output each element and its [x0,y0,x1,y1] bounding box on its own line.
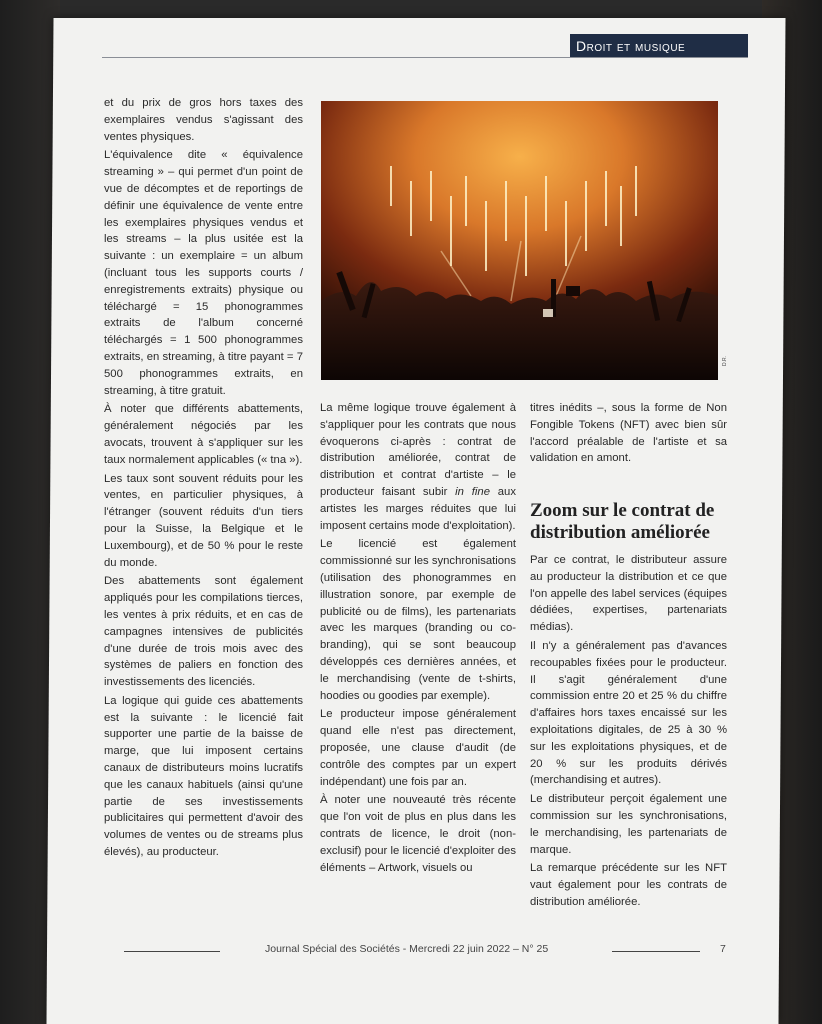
col1-paragraph: L'équivalence dite « équivalence streaming » – qui permet d'un point de vue de décomptes et de reportings de définir une équivalence de vente entre les exemplaires physiques vendus et les streams – la plus usitée est la suivante : un exemplaire = un album (incluant tous les supports courts / enregistrements extraits) physique ou téléchargé = 15 phonogrammes extraits de l'album concerné téléchargés = 1 500 phonogrammes extraits, en streaming, à titre payant = 7 500 phonogrammes extraits, en streaming, à titre gratuit. [104,149,303,397]
column-1 [104,95,303,863]
section-title: Droit et musique [576,38,686,54]
column-2 [320,400,516,878]
col1-paragraph: À noter que différents abattements, généralement négociés par les avocats, trouvent à s'appliquer sur les taux normalement applicables (« tna »). [104,403,303,466]
col1-paragraph: Les taux sont souvent réduits pour les ventes, en particulier physiques, à l'étranger (souvent réduits d'un tiers pour la Suisse, la Belgique et le Luxembourg), et de 50 % pour le reste du monde. [104,472,303,569]
col1-paragraph: La logique qui guide ces abattements est la suivante : le licencié fait supporter une partie de la baisse de marge, que lui imposent certains canaux de distributeurs moins lucratifs que les canaux habituels (ainsi qu'une partie de ses investissements publicitaires qui permettent d'avoir des volumes de ventes ou de streams plus élevés), au producteur. [104,694,303,859]
header-rule [102,57,748,58]
col3-paragraph: Il n'y a généralement pas d'avances recoupables fixées pour le producteur. Il s'agit généralement d'une commission entre 20 et 25 % du chiffre d'affaires hors taxes encaissé sur les exploitations digitales, de 25 à 30 % sur les exploitations physiques, et de 20 % sur les produits dérivés (merchandising et autres). [530,639,727,787]
col3-paragraph: titres inédits –, sous la forme de Non Fongible Tokens (NFT) avec bien sûr l'accord préalable de l'artiste et sa validation en amont. [530,402,727,465]
photo-credit: D.R. [722,356,728,366]
col3-paragraph: Le distributeur perçoit également une commission sur les synchronisations, le merchandising, les partenariats de marque. [530,793,727,856]
page-number: 7 [720,943,726,955]
footer-journal: Journal Spécial des Sociétés - Mercredi 22 juin 2022 – N° 25 [265,943,549,955]
concert-photo-drawing [321,101,718,380]
footer-rule-right [612,951,700,952]
column-3-intro [530,400,727,469]
concert-photo [321,101,718,380]
col2-paragraph: La même logique trouve également à s'appliquer pour les contrats que nous évoquerons ci-après : contrat de distribution améliorée, contrat de distribution et contrat d'artiste – le producteur faisant subir in fine aux artistes les marges réduites que lui imposent certains mode d'exploitation). [320,402,516,532]
col2-paragraph: À noter une nouveauté très récente que l'on voit de plus en plus dans les contrats de licence, le droit (non-exclusif) pour le licencié d'exploiter des éléments – Artwork, visuels ou [320,794,516,874]
column-3 [530,552,727,913]
col3-paragraph: La remarque précédente sur les NFT vaut également pour les contrats de distribution améliorée. [530,862,727,908]
col1-paragraph: et du prix de gros hors taxes des exemplaires vendus s'agissant des ventes physiques. [104,97,303,143]
footer-rule-left [124,951,220,952]
col2-paragraph: Le producteur impose généralement quand elle n'est pas directement, proposée, une clause d'audit (de contrôle des comptes par un expert indépendant) une fois par an. [320,708,516,788]
col3-paragraph: Par ce contrat, le distributeur assure au producteur la distribution et ce que l'on appelle des label services (équipes dédiées, expertises, partenariats médias). [530,554,727,634]
col2-paragraph: Le licencié est également commissionné sur les synchronisations (utilisation des phonogrammes en illustration sonore, par exemple de publicité ou de films), les partenariats avec les marques (branding ou co-branding), qui se sont beaucoup développés ces dernières années, et le merchandising (vente de t-shirts, hoodies ou goodies par exemple). [320,538,516,702]
section-heading: Zoom sur le contrat de distribution améliorée [530,500,715,543]
col1-paragraph: Des abattements sont également appliqués pour les compilations tierces, les ventes à prix réduits, et en cas de campagnes intensives de publicités d'une durée de trois mois avec des systèmes de paliers en fonction des investissements des licenciés. [104,575,303,689]
italic-phrase: in fine [455,485,490,498]
